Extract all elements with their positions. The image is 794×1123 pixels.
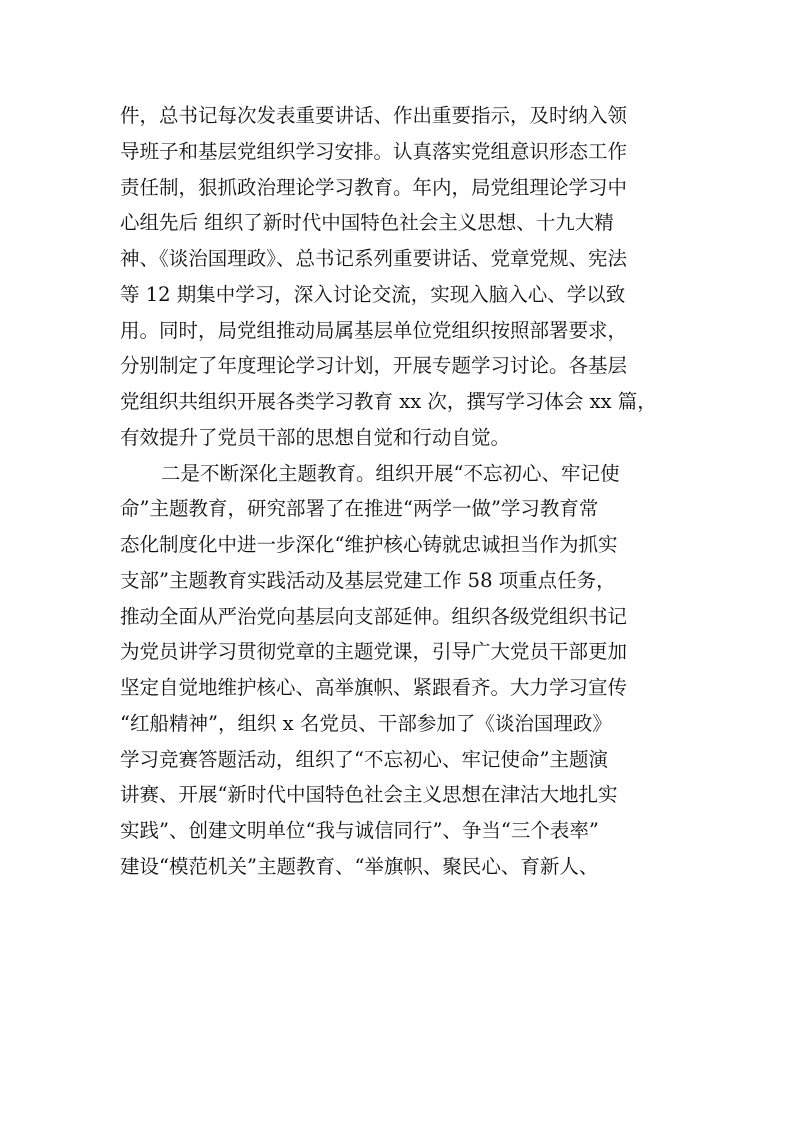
text-line: 坚定自觉地维护核心、高举旗帜、紧跟看齐。大力学习宣传 [120,676,628,699]
body-text [120,98,680,885]
text-line: 等 12 期集中学习，深入讨论交流，实现入脑入心、学以致 [120,282,626,306]
text-line: 推动全面从严治党向基层向支部延伸。组织各级党组织书记 [120,604,628,628]
text-line: 讲赛、开展“新时代中国特色社会主义思想在津沽大地扎实 [120,783,618,807]
text-line: 党组织共组织开展各类学习教育 xx 次，撰写学习体会 xx 篇， [120,390,657,413]
text-line: 用。同时，局党组推动局属基层单位党组织按照部署要求， [120,318,628,342]
text-line: 实践”、创建文明单位“我与诚信同行”、争当“三个表率” [120,819,599,842]
text-line: 建设“模范机关”主题教育、“举旗帜、聚民心、育新人、 [120,854,599,878]
text-line: 命”主题教育，研究部署了在推进“两学一做”学习教育常 [120,497,599,521]
text-line: 为党员讲学习贯彻党章的主题党课，引导广大党员干部更加 [120,640,628,664]
text-line: 件，总书记每次发表重要讲话、作出重要指示，及时纳入领 [120,104,628,127]
text-line: 导班子和基层党组织学习安排。认真落实党组意识形态工作 [120,139,628,163]
text-line: 神、《谈治国理政》、总书记系列重要讲话、党章党规、宪法 [120,247,628,270]
text-line: 学习竞赛答题活动，组织了“不忘初心、牢记使命”主题演 [120,747,608,771]
text-line: 态化制度化中进一步深化“维护核心铸就忠诚担当作为抓实 [120,533,618,556]
text-line: “红船精神”，组织 x 名党员、干部参加了《谈治国理政》 [120,711,612,735]
text-line: 分别制定了年度理论学习计划，开展专题学习讨论。各基层 [120,354,628,378]
text-line: 心组先后 组织了新时代中国特色社会主义思想、十九大精 [120,211,614,235]
paragraph-start-line: 二是不断深化主题教育。组织开展“不忘初心、牢记使 [161,461,620,485]
text-line: 责任制，狠抓政治理论学习教育。年内，局党组理论学习中 [120,175,628,199]
text-line: 支部”主题教育实践活动及基层党建工作 58 项重点任务， [120,568,616,592]
text-line: 有效提升了党员干部的思想自觉和行动自觉。 [120,425,511,449]
